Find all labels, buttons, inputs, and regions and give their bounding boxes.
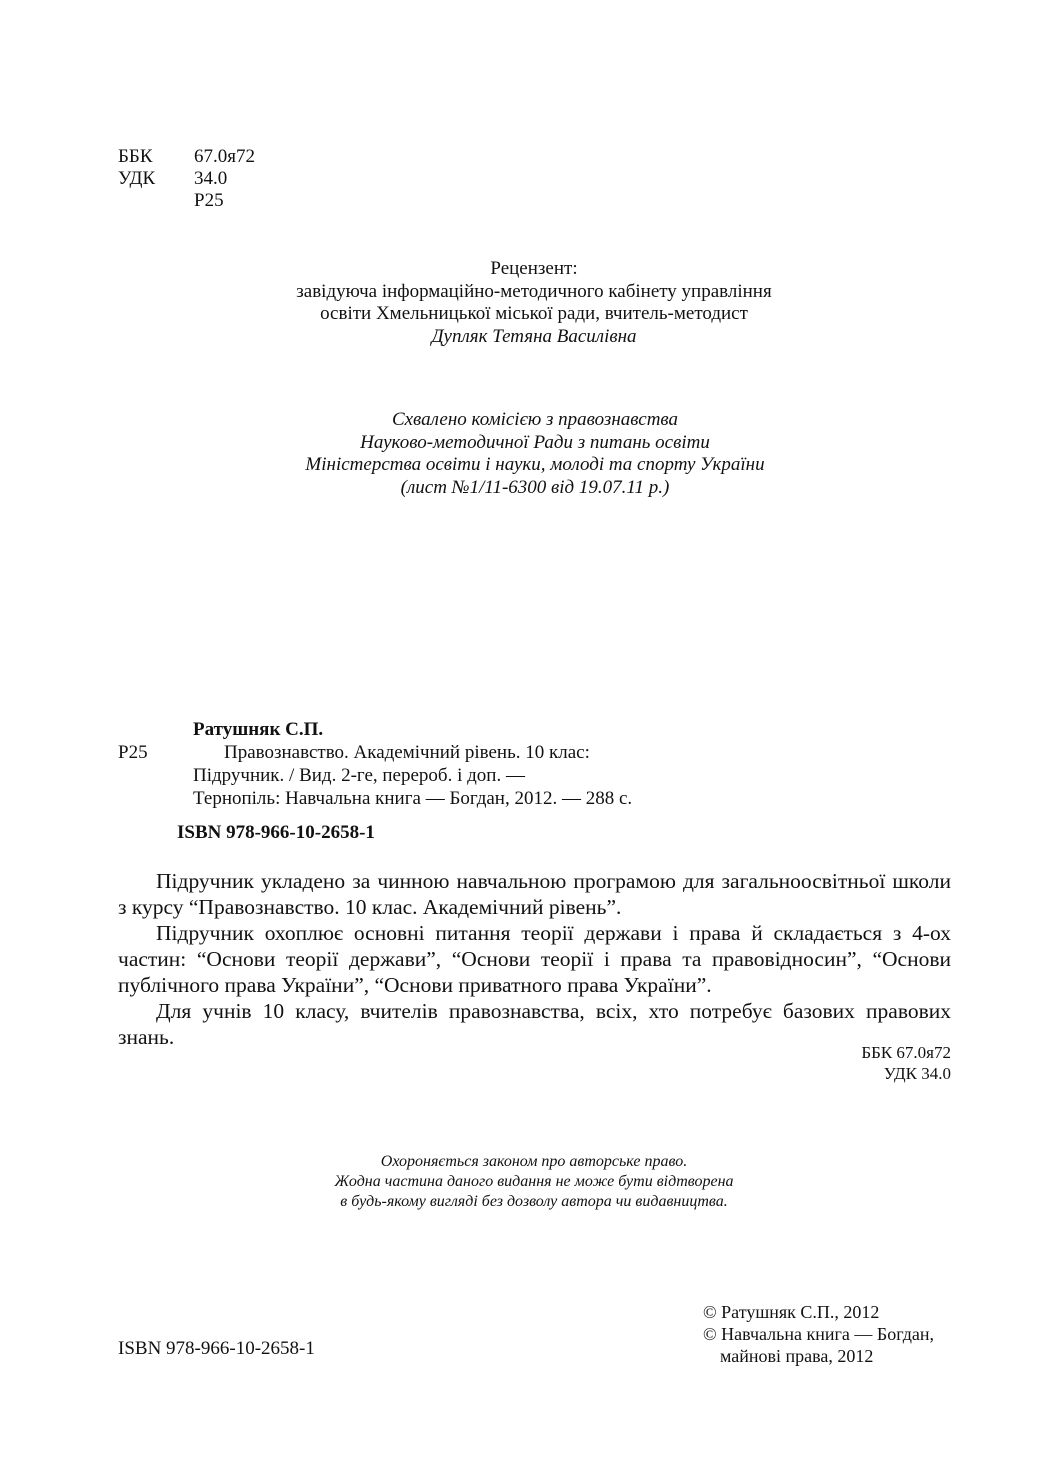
classification-key: ББК	[118, 146, 153, 167]
copyright-publisher: © Навчальна книга — Богдан,	[703, 1324, 934, 1344]
annotation-paragraph: Для учнів 10 класу, вчителів правознавства, всіх, хто потребує базових правових знань.	[118, 999, 951, 1049]
reviewer-block	[0, 258, 1040, 348]
title-line1: Правознавство. Академічний рівень. 10 клас:	[224, 742, 590, 763]
copyright-publisher-rights: майнові права, 2012	[720, 1346, 874, 1366]
copyright-author: © Ратушняк С.П., 2012	[703, 1302, 880, 1322]
approval-line3: Міністерства освіти і науки, молоді та спорту України	[305, 454, 765, 475]
author-name: Ратушняк С.П.	[193, 719, 324, 740]
notice-line1: Охороняється законом про авторське право.	[380, 1153, 688, 1170]
reviewer-name: Дупляк Тетяна Василівна	[431, 325, 637, 347]
approval-line1: Схвалено комісією з правознавства	[391, 409, 679, 430]
title-line2: Підручник. / Вид. 2-ге, перероб. і доп. —	[193, 765, 525, 786]
annotation	[118, 868, 951, 1050]
approval-line4: (лист №1/11-6300 від 19.07.11 р.)	[400, 476, 670, 498]
author-code: Р25	[118, 742, 148, 763]
title-line3: Тернопіль: Навчальна книга — Богдан, 2012. — 288 с.	[193, 788, 633, 809]
notice-line2: Жодна частина даного видання не може бути відтворена	[334, 1173, 734, 1190]
annotation-bbk: ББК 67.0я72	[861, 1043, 951, 1062]
footer-isbn: ISBN 978-966-10-2658-1	[118, 1338, 315, 1359]
approval-line2: Науково-методичної Ради з питань освіти	[360, 431, 710, 453]
notice-line3: в будь-якому вигляді без дозволу автора чи видавництва.	[340, 1193, 728, 1210]
classification-value: Р25	[194, 190, 224, 211]
bibliographic-record	[118, 718, 938, 810]
copyright-notice	[0, 1152, 1040, 1212]
copyright-block	[703, 1301, 934, 1367]
reviewer-position-line2: освіти Хмельницької міської ради, вчитель-методист	[320, 303, 748, 324]
reviewer-heading: Рецензент:	[490, 258, 578, 279]
annotation-udk: УДК 34.0	[883, 1064, 951, 1083]
reviewer-position-line1: завідуюча інформаційно-методичного кабінету управління	[296, 280, 772, 302]
annotation-paragraph: Підручник охоплює основні питання теорії держави і права й складається з 4-ох частин: “Основи теорії держави”, “Основи теорії і права та правовідносин”, “Основи публічного права України”, “Основи приватного права України”.	[118, 921, 951, 997]
classification-key: УДК	[118, 168, 156, 189]
classification-value: 67.0я72	[194, 146, 255, 167]
annotation-paragraph: Підручник укладено за чинною навчальною програмою для загальноосвітньої школи з курсу “Правознавство. 10 клас. Академічний рівень”.	[118, 869, 951, 919]
classification-value: 34.0	[194, 168, 228, 189]
approval-block	[0, 409, 1040, 499]
annotation-classification	[700, 1042, 951, 1084]
isbn-record: ISBN 978-966-10-2658-1	[177, 822, 375, 843]
